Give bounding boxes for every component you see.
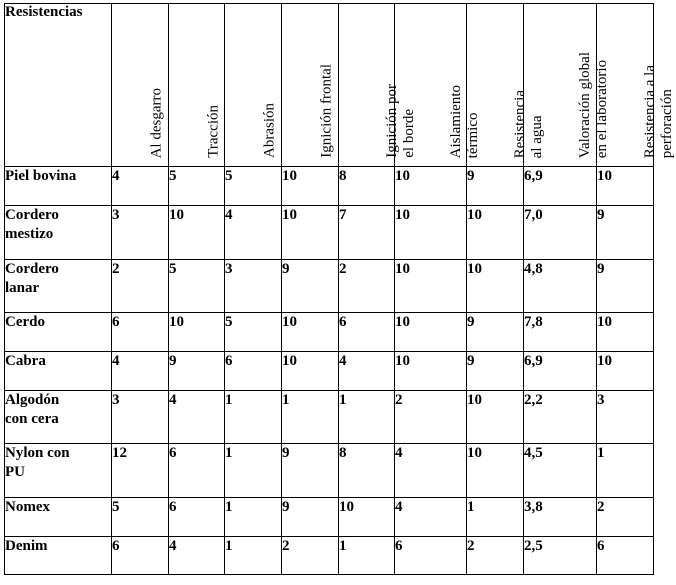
table-cell: 9 [282,260,339,313]
table-cell: 6 [169,498,225,537]
table-cell: 2 [395,391,467,444]
table-cell: 5 [169,167,225,206]
table-cell: 10 [467,391,524,444]
row-label: Cerdo [5,313,112,352]
table-cell: 10 [395,260,467,313]
table-cell: 1 [339,537,395,575]
table-cell: 10 [282,206,339,260]
table-cell: 10 [395,206,467,260]
resistance-table [4,3,675,575]
table-cell: 9 [467,313,524,352]
table-row [5,352,654,391]
table-cell: 3 [597,391,654,444]
header-row [5,4,654,167]
table-cell: 10 [282,167,339,206]
table-cell: 9 [597,260,654,313]
table-cell: 10 [282,313,339,352]
table-cell: 3 [112,391,169,444]
table-cell: 2,5 [524,537,597,575]
table-cell: 4 [112,352,169,391]
table-cell: 10 [169,313,225,352]
table-cell: 6,9 [524,167,597,206]
table-cell: 4 [225,206,282,260]
row-label: Denim [5,537,112,575]
table-cell: 10 [339,498,395,537]
table-cell: 8 [339,167,395,206]
table-body [5,167,654,575]
row-label: Cordero lanar [5,260,112,313]
table-cell: 4 [395,498,467,537]
table-cell: 8 [339,444,395,498]
table-cell: 2 [339,260,395,313]
table-cell: 10 [597,167,654,206]
column-header [395,4,481,167]
table-cell: 9 [282,498,339,537]
table-row [5,313,654,352]
column-header-label: Tracción [205,105,221,158]
table-cell: 10 [467,206,524,260]
table-cell: 1 [282,391,339,444]
table-cell: 2 [282,537,339,575]
table-cell: 6 [339,313,395,352]
table-row [5,206,654,260]
table-cell: 10 [597,313,654,352]
table-cell: 1 [225,391,282,444]
table-cell: 1 [225,444,282,498]
row-label: Algodón con cera [5,391,112,444]
table-row [5,391,654,444]
table-cell: 9 [597,206,654,260]
table-cell: 9 [467,352,524,391]
table-cell: 6 [112,537,169,575]
table-cell: 6 [597,537,654,575]
table-cell: 2 [112,260,169,313]
column-header-label: Abrasión [261,103,278,158]
table-cell: 3 [112,206,169,260]
table-cell: 10 [597,352,654,391]
column-header [225,4,282,167]
table-cell: 10 [395,313,467,352]
table-cell: 10 [467,260,524,313]
table-cell: 4,8 [524,260,597,313]
table-cell: 5 [169,260,225,313]
table-cell: 7,0 [524,206,597,260]
column-header [467,4,545,167]
table-cell: 6 [112,313,169,352]
column-header-label: Ignición frontal [318,64,335,158]
row-label: Nylon con PU [5,444,112,498]
column-header [169,4,225,167]
column-header-label: Valoración global en el laboratorio [577,51,610,158]
table-cell: 10 [169,206,225,260]
column-header [524,4,610,167]
table-cell: 5 [112,498,169,537]
table-row [5,167,654,206]
table-cell: 1 [597,444,654,498]
row-label: Piel bovina [5,167,112,206]
table-cell: 4 [169,537,225,575]
table-row [5,444,654,498]
table-cell: 7,8 [524,313,597,352]
row-label: Cabra [5,352,112,391]
table-cell: 5 [225,167,282,206]
table-cell: 9 [467,167,524,206]
column-header-label: Resistencia al agua [512,89,545,158]
table-cell: 4 [339,352,395,391]
table-row [5,537,654,575]
column-header-label: Ignición por el borde [383,84,417,158]
table-cell: 10 [467,444,524,498]
table-cell: 6 [225,352,282,391]
table-cell: 1 [467,498,524,537]
table-row [5,498,654,537]
column-header-label: Resistencia a la perforación [642,64,675,158]
table-cell: 3 [225,260,282,313]
table-cell: 2 [467,537,524,575]
column-header [597,4,675,167]
table-cell: 7 [339,206,395,260]
table-cell: 6 [169,444,225,498]
corner-header: Resistencias [5,4,112,167]
table-cell: 10 [395,352,467,391]
table-cell: 10 [282,352,339,391]
table-cell: 4,5 [524,444,597,498]
table-cell: 6 [395,537,467,575]
table-cell: 6,9 [524,352,597,391]
table-cell: 1 [225,498,282,537]
column-header-label: Al desgarro [148,87,165,158]
table-cell: 2,2 [524,391,597,444]
table-cell: 1 [225,537,282,575]
table-row [5,260,654,313]
table-cell: 4 [112,167,169,206]
column-header-label: Aislamiento térmico [447,84,481,158]
column-header [112,4,169,167]
column-header [282,4,339,167]
table-cell: 1 [339,391,395,444]
table-cell: 9 [169,352,225,391]
column-header [339,4,417,167]
table-cell: 5 [225,313,282,352]
table-cell: 4 [169,391,225,444]
table-cell: 2 [597,498,654,537]
row-label: Nomex [5,498,112,537]
table-cell: 12 [112,444,169,498]
table-cell: 4 [395,444,467,498]
row-label: Cordero mestizo [5,206,112,260]
table-cell: 9 [282,444,339,498]
table-cell: 3,8 [524,498,597,537]
table-cell: 10 [395,167,467,206]
